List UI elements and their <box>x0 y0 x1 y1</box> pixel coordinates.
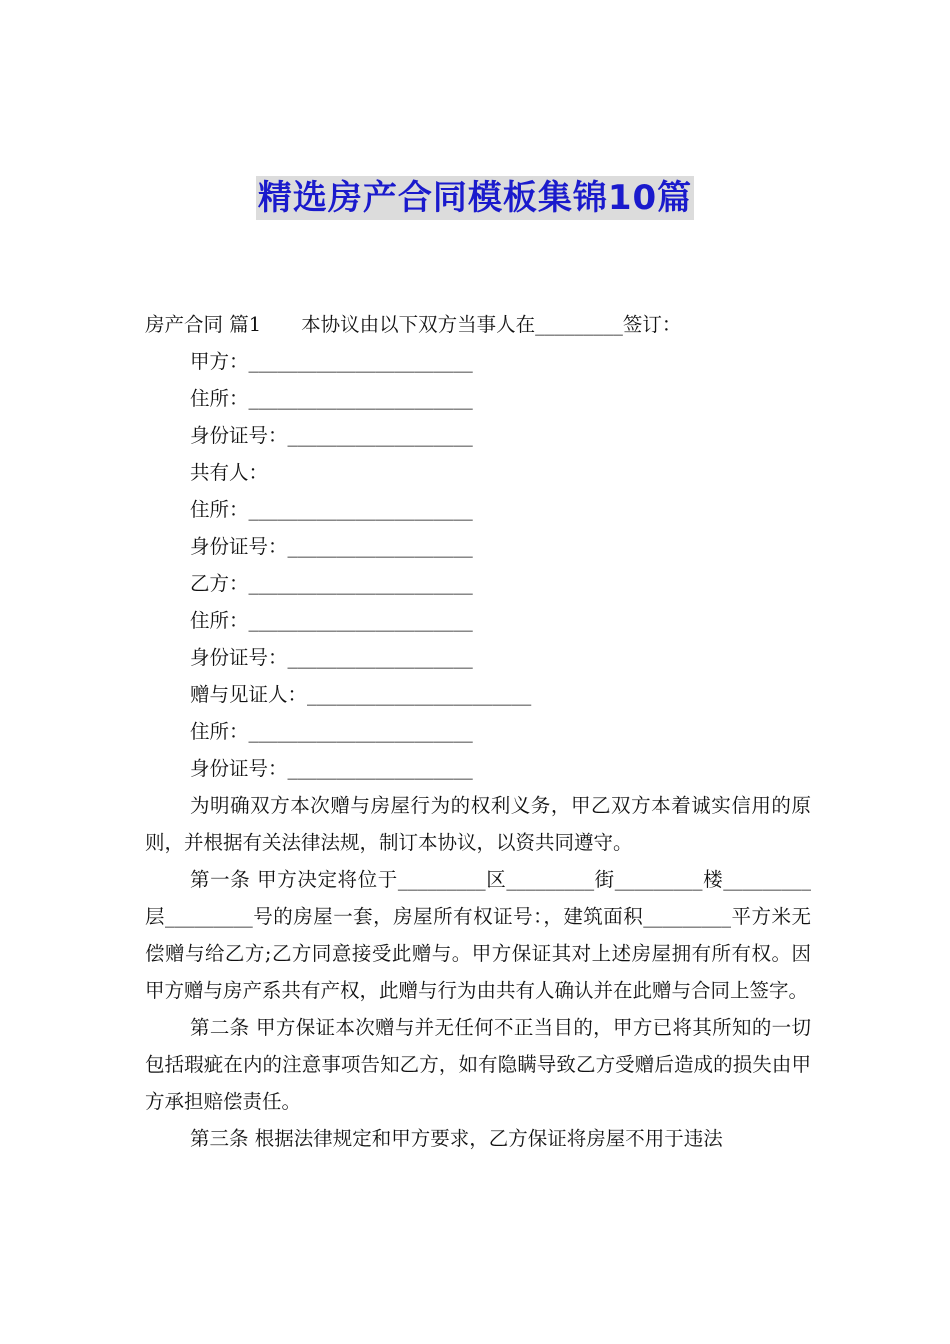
party-line-co-owner-id: 身份证号：___________________ <box>190 535 473 558</box>
paragraph-article-1: 第一条 甲方决定将位于_________区_________街_________楼_________层_________号的房屋一套，房屋所有权证号：，建筑面积_________平方米无偿赠与给乙方;乙方同意接受此赠与。甲方保证其对上述房屋拥有所有权。因甲方赠与房产系共有产权，此赠与行为由共有人确认并在此赠与合同上签字。 <box>145 868 811 1002</box>
party-line-first-party-id: 身份证号：___________________ <box>190 424 473 447</box>
document-body <box>145 306 811 1157</box>
paragraph-article-3: 第三条 根据法律规定和甲方要求，乙方保证将房屋不用于违法 <box>190 1127 723 1150</box>
party-line-second-party-id: 身份证号：___________________ <box>190 646 473 669</box>
party-line-second-party: 乙方：_______________________ <box>190 572 473 595</box>
intro-text: 本协议由以下双方当事人在_________签订： <box>301 313 682 336</box>
party-line-witness: 赠与见证人：_______________________ <box>190 683 532 706</box>
party-line-co-owner-address: 住所：_______________________ <box>190 498 473 521</box>
party-line-first-party: 甲方：_______________________ <box>190 350 473 373</box>
paragraph-article-2: 第二条 甲方保证本次赠与并无任何不正当目的，甲方已将其所知的一切包括瑕疵在内的注意事项告知乙方，如有隐瞒导致乙方受赠后造成的损失由甲方承担赔偿责任。 <box>145 1016 811 1113</box>
party-line-second-party-address: 住所：_______________________ <box>190 609 473 632</box>
party-line-co-owner: 共有人： <box>190 461 269 484</box>
document-title: 精选房产合同模板集锦10篇 <box>257 178 693 218</box>
party-line-witness-id: 身份证号：___________________ <box>190 757 473 780</box>
party-line-witness-address: 住所：_______________________ <box>190 720 473 743</box>
section-label: 房产合同 篇1 <box>145 313 262 336</box>
document-title-container <box>0 176 950 220</box>
party-line-first-party-address: 住所：_______________________ <box>190 387 473 410</box>
intro-line <box>145 306 811 343</box>
paragraph-purpose: 为明确双方本次赠与房屋行为的权利义务，甲乙双方本着诚实信用的原则，并根据有关法律法规，制订本协议，以资共同遵守。 <box>145 794 811 854</box>
